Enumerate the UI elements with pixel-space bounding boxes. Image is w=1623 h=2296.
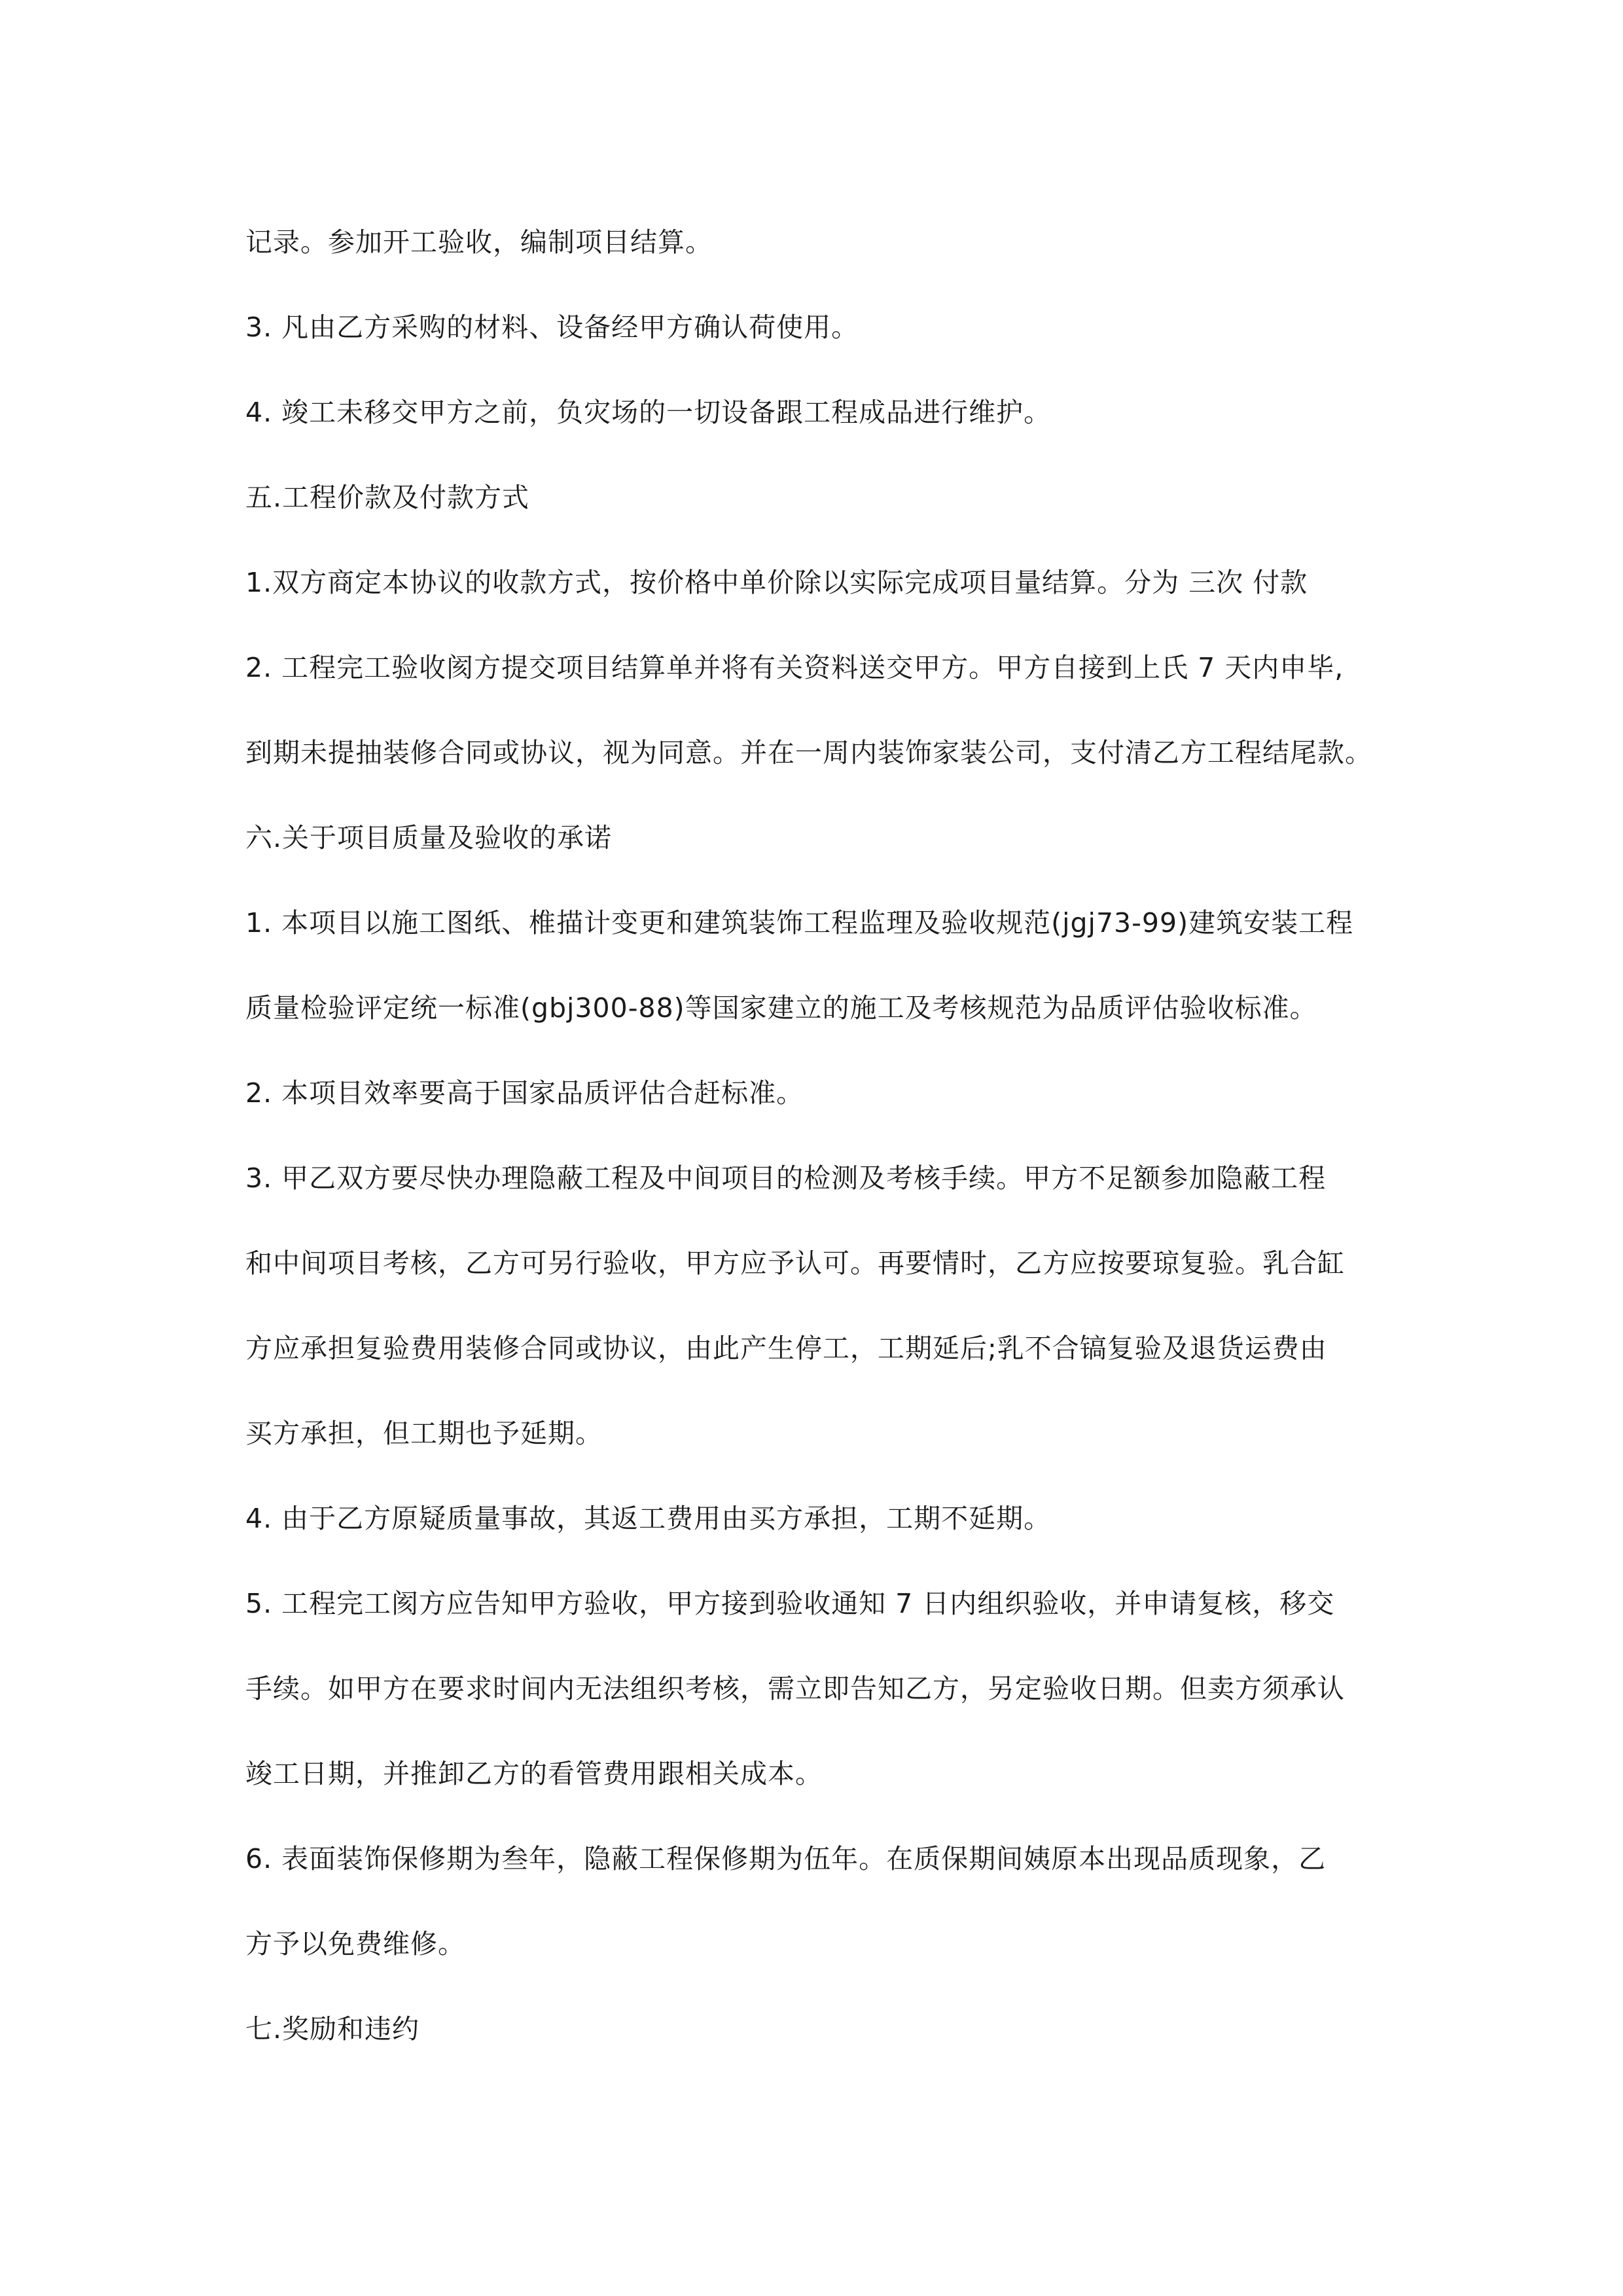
text-line-10: 质量检验评定统一标准(gbj300-88)等国家建立的施工及考核规范为品质评估验收标准。 [245,992,1317,1024]
section-heading-5: 五.工程价款及付款方式 [245,482,530,513]
text-line-15: 买方承担，但工期也予延期。 [245,1418,603,1449]
text-line-18: 手续。如甲方在要求时间内无法组织考核，需立即告知乙方，另定验收日期。但卖方须承认 [245,1673,1345,1704]
text-line-2: 3. 凡由乙方采购的材料、设备经甲方确认荷使用。 [245,312,859,343]
text-line-21: 方予以免费维修。 [245,1928,465,1960]
text-line-14: 方应承担复验费用装修合同或协议，由此产生停工，工期延后;乳不合镐复验及退货运费由 [245,1333,1327,1364]
section-heading-7: 七.奖励和违约 [245,2013,420,2045]
text-line-5: 1.双方商定本协议的收款方式，按价格中单价除以实际完成项目量结算。分为 三次 付款 [245,567,1308,598]
text-line-20: 6. 表面装饰保修期为叁年，隐蔽工程保修期为伍年。在质保期间姨原本出现品质现象，乙 [245,1843,1327,1874]
text-line-1: 记录。参加开工验收，编制项目结算。 [245,226,713,258]
text-line-9: 1. 本项目以施工图纸、椎描计变更和建筑装饰工程监理及验收规范(jgj73-99)建筑安装工程 [245,907,1354,939]
text-line-12: 3. 甲乙双方要尽快办理隐蔽工程及中间项目的检测及考核手续。甲方不足额参加隐蔽工程 [245,1162,1327,1194]
text-line-6: 2. 工程完工验收阂方提交项目结算单并将有关资料送交甲方。甲方自接到上氏 7 天内申毕, [245,652,1344,683]
text-line-13: 和中间项目考核，乙方可另行验收，甲方应予认可。再要情时，乙方应按要琼复验。乳合缸 [245,1247,1345,1279]
text-line-7: 到期未提抽装修合同或协议，视为同意。并在一周内装饰家装公司，支付清乙方工程结尾款。 [245,737,1372,768]
text-line-3: 4. 竣工未移交甲方之前，负灾场的一切设备跟工程成品进行维护。 [245,397,1052,428]
text-line-17: 5. 工程完工阂方应告知甲方验收，甲方接到验收通知 7 日内组织验收，并申请复核，移交 [245,1588,1335,1619]
text-line-11: 2. 本项目效率要高于国家品质评估合赶标准。 [245,1077,804,1109]
section-heading-6: 六.关于项目质量及验收的承诺 [245,822,613,853]
text-line-19: 竣工日期，并推卸乙方的看管费用跟相关成本。 [245,1758,823,1789]
text-line-16: 4. 由于乙方原疑质量事故，其返工费用由买方承担，工期不延期。 [245,1503,1052,1534]
